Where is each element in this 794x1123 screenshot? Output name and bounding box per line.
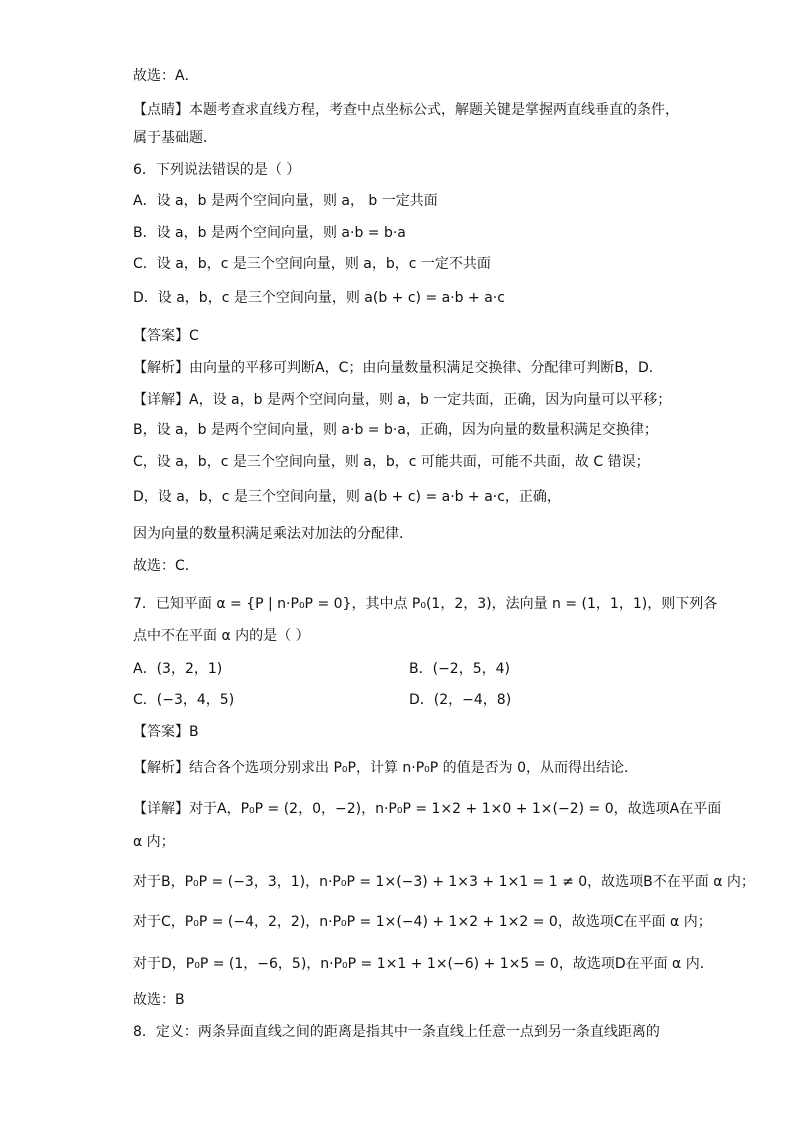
q7-detail-c: 对于C，P₀P = (−4，2，2)，n·P₀P = 1×(−4) + 1×2 + 1×2 = 0，故选项C在平面 α 内； bbox=[133, 914, 712, 930]
q7-detail-a-2: α 内； bbox=[133, 834, 175, 850]
q7-detail-a: 【详解】对于A，P₀P = (2，0，−2)，n·P₀P = 1×2 + 1×0 + 1×(−2) = 0，故选项A在平面 bbox=[133, 801, 722, 817]
q7-detail-b: 对于B，P₀P = (−3，3，1)，n·P₀P = 1×(−3) + 1×3 + 1×1 = 1 ≠ 0，故选项B不在平面 α 内； bbox=[133, 874, 755, 890]
q6-detail-b: B，设 a，b 是两个空间向量，则 a·b = b·a，正确，因为向量的数量积满足交换律； bbox=[133, 422, 658, 438]
q6-option-c: C．设 a，b，c 是三个空间向量，则 a，b，c 一定不共面 bbox=[133, 256, 491, 272]
comment-line-2: 属于基础题． bbox=[133, 130, 217, 146]
question-6-stem: 6．下列说法错误的是（ ） bbox=[133, 162, 301, 178]
q7-detail-d: 对于D，P₀P = (1，−6，5)，n·P₀P = 1×1 + 1×(−6) + 1×5 = 0，故选项D在平面 α 内． bbox=[133, 956, 714, 972]
q6-detail-d: D，设 a，b，c 是三个空间向量，则 a(b + c) = a·b + a·c，正确， bbox=[133, 489, 561, 505]
question-8-stem: 8．定义：两条异面直线之间的距离是指其中一条直线上任意一点到另一条直线距离的 bbox=[133, 1024, 660, 1040]
q7-option-a: A．(3，2，1) bbox=[133, 661, 223, 677]
answer-line: 故选：A． bbox=[133, 68, 199, 84]
question-7-stem-2: 点中不在平面 α 内的是（ ） bbox=[133, 628, 310, 644]
q6-detail-c: C，设 a，b，c 是三个空间向量，则 a，b，c 可能共面，可能不共面，故 C 错误； bbox=[133, 454, 650, 470]
q7-option-b: B．(−2，5，4) bbox=[409, 661, 510, 677]
q7-choice: 故选：B bbox=[133, 992, 185, 1008]
q6-detail-a: 【详解】A，设 a，b 是两个空间向量，则 a，b 一定共面，正确，因为向量可以平移； bbox=[133, 392, 672, 408]
q6-answer: 【答案】C bbox=[133, 328, 199, 344]
question-7-stem: 7．已知平面 α = {P | n·P₀P = 0}，其中点 P₀(1，2，3)，法向量 n = (1，1，1)，则下列各 bbox=[133, 596, 718, 612]
q6-analysis: 【解析】由向量的平移可判断A，C；由向量数量积满足交换律、分配律可判断B，D． bbox=[133, 360, 663, 376]
q6-option-a: A．设 a，b 是两个空间向量，则 a， b 一定共面 bbox=[133, 193, 438, 209]
comment-line: 【点睛】本题考查求直线方程，考查中点坐标公式，解题关键是掌握两直线垂直的条件， bbox=[133, 102, 679, 118]
q6-option-b: B．设 a，b 是两个空间向量，则 a·b = b·a bbox=[133, 225, 406, 241]
q6-choice: 故选：C． bbox=[133, 558, 199, 574]
q7-answer: 【答案】B bbox=[133, 724, 199, 740]
q6-detail-reason: 因为向量的数量积满足乘法对加法的分配律． bbox=[133, 526, 413, 542]
q7-analysis: 【解析】结合各个选项分别求出 P₀P，计算 n·P₀P 的值是否为 0，从而得出结论． bbox=[133, 760, 639, 776]
q7-option-c: C．(−3，4，5) bbox=[133, 692, 235, 708]
q7-option-d: D．(2，−4，8) bbox=[409, 692, 512, 708]
q6-option-d: D．设 a，b，c 是三个空间向量，则 a(b + c) = a·b + a·c bbox=[133, 290, 505, 306]
